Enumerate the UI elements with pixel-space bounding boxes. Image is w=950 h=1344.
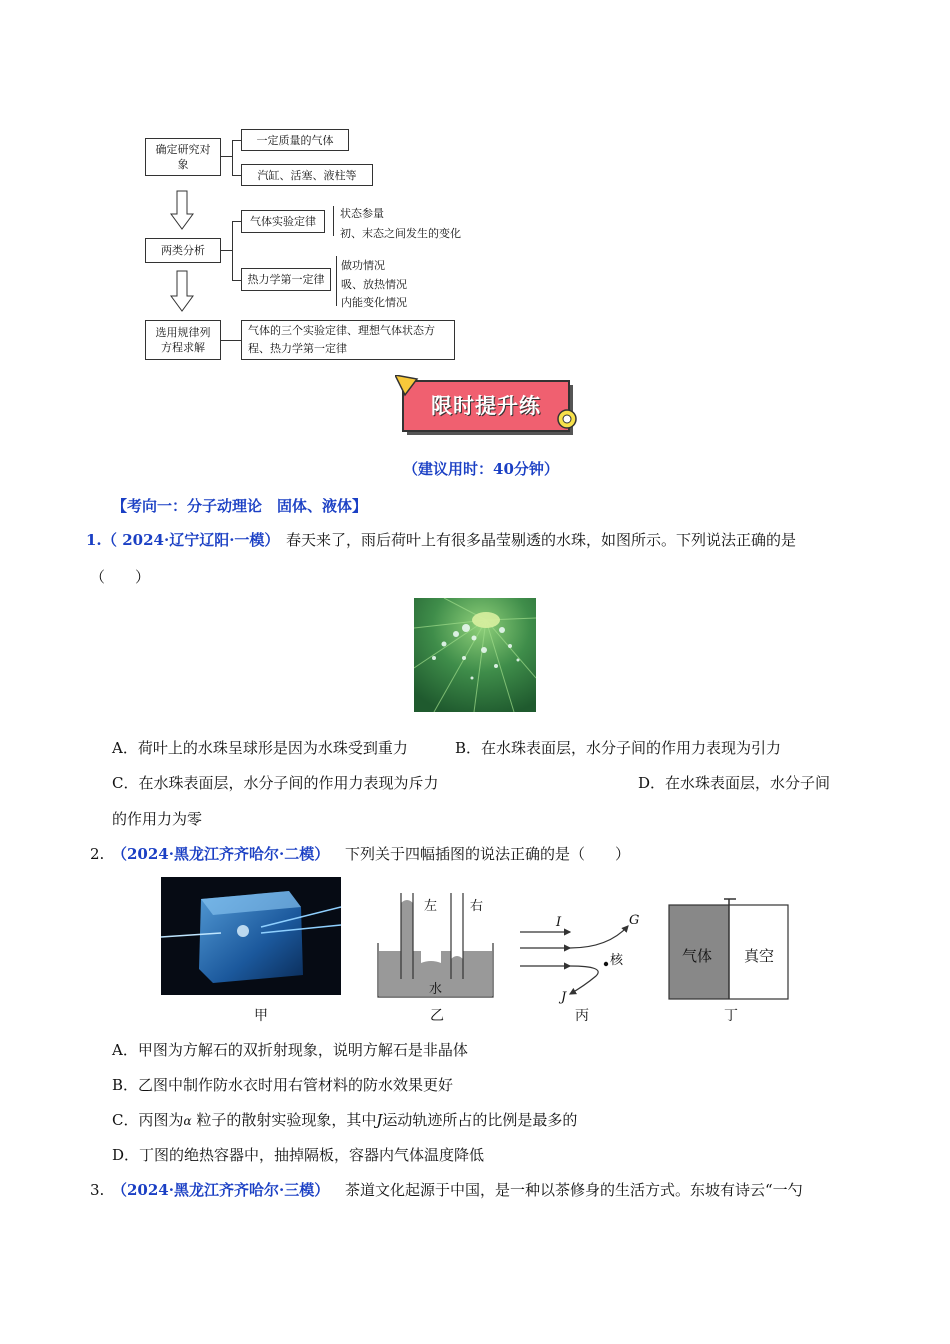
note-state-params: 状态参量 bbox=[340, 207, 384, 220]
j-symbol: J bbox=[376, 1111, 383, 1129]
q1-answer-bracket: （ ） bbox=[90, 568, 151, 586]
fig-yi-left-label: 左 bbox=[424, 899, 438, 914]
alpha-scattering-diagram bbox=[518, 910, 644, 1006]
connector bbox=[232, 140, 233, 175]
q1-number: 1. bbox=[86, 531, 102, 549]
connector bbox=[221, 340, 241, 341]
alpha-symbol: α bbox=[183, 1114, 192, 1128]
q1-source: （ 2024·辽宁辽阳·一模） bbox=[102, 531, 280, 549]
fig-caption-bing: 丙 bbox=[575, 1008, 589, 1024]
connector bbox=[232, 175, 241, 176]
flow-step-object: 确定研究对象 bbox=[145, 138, 221, 176]
flow-step-solve: 选用规律列方程求解 bbox=[145, 320, 221, 360]
connector bbox=[232, 221, 241, 222]
down-arrow-icon bbox=[170, 270, 194, 312]
note-state-change: 初、末态之间发生的变化 bbox=[340, 227, 461, 240]
fig-caption-yi: 乙 bbox=[430, 1008, 444, 1024]
lotus-leaf-photo bbox=[414, 598, 536, 712]
section-title: 【考向一：分子动理论 固体、液体】 bbox=[112, 497, 368, 515]
q1-option-c[interactable]: C．在水珠表面层，水分子间的作用力表现为斥力 bbox=[112, 774, 439, 792]
q1-option-b[interactable]: B．在水珠表面层，水分子间的作用力表现为引力 bbox=[455, 739, 782, 757]
fig-ding-gas-label: 气体 bbox=[682, 947, 713, 965]
q1-stem: 春天来了，雨后荷叶上有很多晶莹剔透的水珠，如图所示。下列说法正确的是 bbox=[286, 531, 797, 549]
q1-option-a[interactable]: A．荷叶上的水珠呈球形是因为水珠受到重力 bbox=[112, 739, 408, 757]
note-work: 做功情况 bbox=[341, 259, 385, 272]
fig-yi-right-label: 右 bbox=[470, 899, 484, 914]
fig-bing-nucleus-label: 核 bbox=[610, 953, 624, 968]
note-internal-energy: 内能变化情况 bbox=[341, 296, 407, 309]
flow-item-gas: 一定质量的气体 bbox=[241, 129, 349, 151]
q1-option-d-cont: 的作用力为零 bbox=[112, 810, 203, 828]
fig-ding-vacuum-label: 真空 bbox=[744, 947, 775, 965]
flow-solve-desc: 气体的三个实验定律、理想气体状态方程、热力学第一定律 bbox=[241, 320, 455, 360]
flow-branch-gas-law: 气体实验定律 bbox=[241, 210, 325, 233]
q2-stem: 下列关于四幅插图的说法正确的是（ ） bbox=[345, 845, 631, 863]
banner-label: 限时提升练 bbox=[431, 394, 541, 418]
connector bbox=[232, 280, 241, 281]
connector bbox=[232, 221, 233, 281]
q3-source: （2024·黑龙江齐齐哈尔·三模） bbox=[112, 1181, 330, 1199]
q2-source: （2024·黑龙江齐齐哈尔·二模） bbox=[112, 845, 330, 863]
flow-branch-thermo-law: 热力学第一定律 bbox=[241, 268, 331, 291]
banner bbox=[395, 375, 585, 445]
connector bbox=[333, 206, 334, 236]
fig-caption-jia: 甲 bbox=[254, 1008, 268, 1024]
flow-step-analysis: 两类分析 bbox=[145, 238, 221, 263]
suggested-time: （建议用时：40分钟） bbox=[403, 460, 559, 478]
q3-number: 3. bbox=[90, 1181, 105, 1199]
q1-option-d[interactable]: D．在水珠表面层，水分子间 bbox=[638, 774, 831, 792]
fig-bing-g-label: G bbox=[629, 913, 640, 928]
q2-option-a[interactable]: A．甲图为方解石的双折射现象，说明方解石是非晶体 bbox=[112, 1041, 468, 1059]
fig-bing-i-label: I bbox=[556, 915, 562, 930]
q2-option-c-suffix: 运动轨迹所占的比例是最多的 bbox=[382, 1111, 578, 1129]
q2-option-c[interactable] bbox=[112, 1109, 577, 1130]
flow-item-cylinder: 汽缸、活塞、液柱等 bbox=[241, 164, 373, 186]
q2-number: 2. bbox=[90, 845, 105, 863]
q2-option-d[interactable]: D．丁图的绝热容器中，抽掉隔板，容器内气体温度降低 bbox=[112, 1146, 485, 1164]
fig-caption-ding: 丁 bbox=[724, 1008, 738, 1024]
q2-option-c-middle: 粒子的散射实验现象，其中 bbox=[191, 1111, 377, 1129]
q3-stem: 茶道文化起源于中国，是一种以茶修身的生活方式。东坡有诗云“一勺 bbox=[345, 1181, 803, 1199]
connector bbox=[232, 140, 241, 141]
note-heat: 吸、放热情况 bbox=[341, 278, 407, 291]
fig-yi-water-label: 水 bbox=[429, 982, 443, 997]
down-arrow-icon bbox=[170, 190, 194, 230]
q2-option-c-prefix: C．丙图为 bbox=[112, 1111, 184, 1129]
q2-option-b[interactable]: B．乙图中制作防水衣时用右管材料的防水效果更好 bbox=[112, 1076, 454, 1094]
connector bbox=[336, 256, 337, 306]
fig-bing-j-label: J bbox=[561, 990, 567, 1005]
calcite-crystal-photo bbox=[161, 877, 341, 995]
